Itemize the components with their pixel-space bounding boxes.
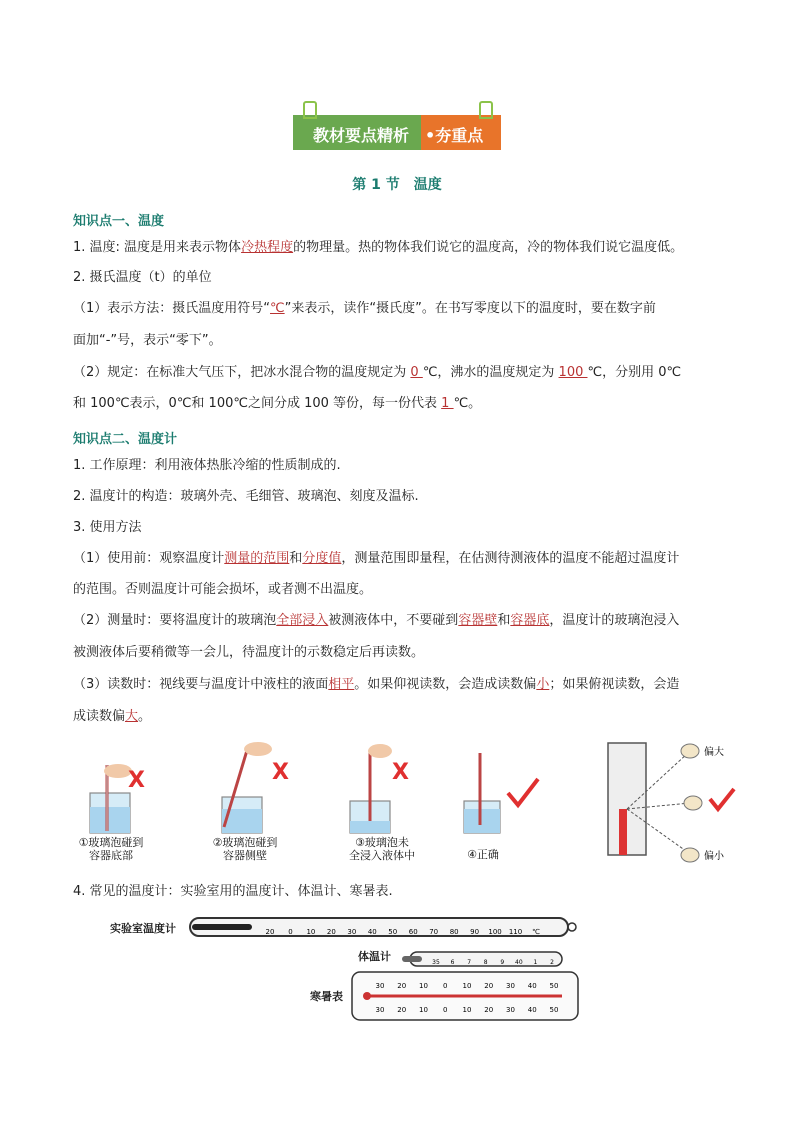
label-lab-thermometer: 实验室温度计 xyxy=(110,922,176,935)
kp1-p4a: （2）规定：在标准大气压下，把冰水混合物的温度规定为 0 ℃，沸水的温度规定为 100 ℃，分别用 0℃ xyxy=(73,365,682,380)
figure-touch-wall xyxy=(222,742,289,833)
eye-icon xyxy=(684,796,702,810)
scale-label: 30 xyxy=(506,1006,515,1014)
kp2-p7: 4. 常见的温度计：实验室用的温度计、体温计、寒暑表. xyxy=(73,884,393,899)
scale-label: 20 xyxy=(326,928,336,936)
scale-label: 100 xyxy=(488,928,502,936)
scale-label: 40 xyxy=(527,1006,537,1014)
label-high: 偏大 xyxy=(704,747,724,758)
kp1-p2: 2. 摄氏温度（t）的单位 xyxy=(73,270,212,285)
scale-label: 10 xyxy=(419,982,428,990)
scale-label: 30 xyxy=(347,928,357,936)
scale-label: 0 xyxy=(443,1006,448,1014)
hand-icon xyxy=(368,744,392,758)
kp2-p6a: （3）读数时：视线要与温度计中液柱的液面相平。如果仰视读数，会造成读数偏小；如果俯视读数，会造 xyxy=(73,677,680,692)
kp2-p6b: 成读数偏大。 xyxy=(73,709,152,724)
scale-label: 1 xyxy=(533,959,538,966)
scale-label: 20 xyxy=(484,982,494,990)
kp1-heading: 知识点一、温度 xyxy=(73,214,165,229)
kp2-p5b: 被测液体后要稍微等一会儿，待温度计的示数稳定后再读数。 xyxy=(73,645,425,660)
binder-clip-icon xyxy=(479,101,493,119)
label-clinical-thermometer: 体温计 xyxy=(358,950,391,963)
scale-label: 10 xyxy=(462,982,472,990)
scale-label: 50 xyxy=(388,928,398,936)
banner-title: 教材要点精析 xyxy=(313,126,410,145)
cross-icon: X xyxy=(128,768,145,793)
caption-1: ①玻璃泡碰到 容器底部 xyxy=(78,836,144,862)
figure-reading-angle xyxy=(608,743,734,862)
kp2-p1: 1. 工作原理：利用液体热胀冷缩的性质制成的. xyxy=(73,458,341,473)
scale-label: 70 xyxy=(429,928,439,936)
lab-thermometer-icon xyxy=(190,918,576,936)
caption-4: ④正确 xyxy=(467,848,499,861)
scale-label: 80 xyxy=(449,928,459,936)
section-title: 第 1 节 温度 xyxy=(352,177,442,193)
kp1-p4b: 和 100℃表示，0℃和 100℃之间分成 100 等份，每一份代表 1 ℃。 xyxy=(73,396,482,411)
scale-label: 6 xyxy=(450,959,455,966)
scale-label: 40 xyxy=(367,928,377,936)
hand-icon xyxy=(244,742,272,756)
caption-2: ②玻璃泡碰到 容器侧壁 xyxy=(212,836,278,862)
cross-icon: X xyxy=(272,760,289,785)
kp2-p4a: （1）使用前：观察温度计测量的范围和分度值，测量范围即量程，在估测待测液体的温度不能超过温度计 xyxy=(73,551,680,566)
eye-icon xyxy=(681,848,699,862)
kp1-p1: 1. 温度: 温度是用来表示物体冷热程度的物理量。热的物体我们说它的温度高，冷的物体我们说它温度低。 xyxy=(73,240,684,255)
scale-label: 10 xyxy=(462,1006,472,1014)
label-wall-thermometer: 寒暑表 xyxy=(310,990,343,1003)
common-thermometers xyxy=(180,912,580,1024)
kp2-p5a: （2）测量时：要将温度计的玻璃泡全部浸入被测液体中，不要碰到容器壁和容器底，温度计的玻璃泡浸入 xyxy=(73,613,680,628)
scale-label: 40 xyxy=(515,959,523,966)
scale-label: 90 xyxy=(470,928,480,936)
scale-label: 35 xyxy=(432,959,440,966)
binder-clip-icon xyxy=(303,101,317,119)
kp2-p2: 2. 温度计的构造：玻璃外壳、毛细管、玻璃泡、刻度及温标. xyxy=(73,489,419,504)
scale-label: 0 xyxy=(443,982,448,990)
check-icon xyxy=(508,779,538,805)
scale-label: 9 xyxy=(500,959,505,966)
wall-thermometer-icon xyxy=(352,972,578,1020)
scale-label: 110 xyxy=(508,928,523,936)
caption-3: ③玻璃泡未 全浸入液体中 xyxy=(349,836,415,862)
label-low: 偏小 xyxy=(704,851,724,862)
scale-label: 2 xyxy=(550,959,554,966)
clinical-thermometer-icon xyxy=(402,952,562,966)
cross-icon: X xyxy=(392,760,409,785)
figure-touch-bottom xyxy=(90,764,145,833)
scale-label: 8 xyxy=(483,959,488,966)
figure-not-immersed xyxy=(350,744,409,833)
header-banner xyxy=(293,115,501,150)
scale-label: 50 xyxy=(549,982,559,990)
scale-label: 10 xyxy=(306,928,316,936)
scale-label: 20 xyxy=(265,928,275,936)
kp2-p4b: 的范围。否则温度计可能会损坏，或者测不出温度。 xyxy=(73,582,373,597)
scale-label: 0 xyxy=(288,928,293,936)
scale-label: 20 xyxy=(397,982,407,990)
kp1-p3a: （1）表示方法：摄氏温度用符号“℃”来表示，读作“摄氏度”。在书写零度以下的温度时，要在数字前 xyxy=(73,301,656,316)
eye-icon xyxy=(681,744,699,758)
scale-label: 40 xyxy=(527,982,537,990)
scale-label: 7 xyxy=(467,959,472,966)
kp2-heading: 知识点二、温度计 xyxy=(73,432,178,447)
scale-label: ℃ xyxy=(532,928,540,936)
kp2-p3: 3. 使用方法 xyxy=(73,520,142,535)
check-icon xyxy=(710,789,734,809)
scale-label: 50 xyxy=(549,1006,559,1014)
scale-label: 20 xyxy=(397,1006,407,1014)
scale-label: 30 xyxy=(506,982,515,990)
scale-label: 30 xyxy=(375,1006,385,1014)
scale-label: 20 xyxy=(484,1006,494,1014)
figure-correct xyxy=(464,753,538,833)
scale-label: 60 xyxy=(408,928,418,936)
kp1-p3b: 面加“-”号，表示“零下”。 xyxy=(73,333,222,348)
scale-label: 10 xyxy=(419,1006,428,1014)
scale-label: 30 xyxy=(375,982,385,990)
banner-subtitle: •夯重点 xyxy=(425,126,484,145)
